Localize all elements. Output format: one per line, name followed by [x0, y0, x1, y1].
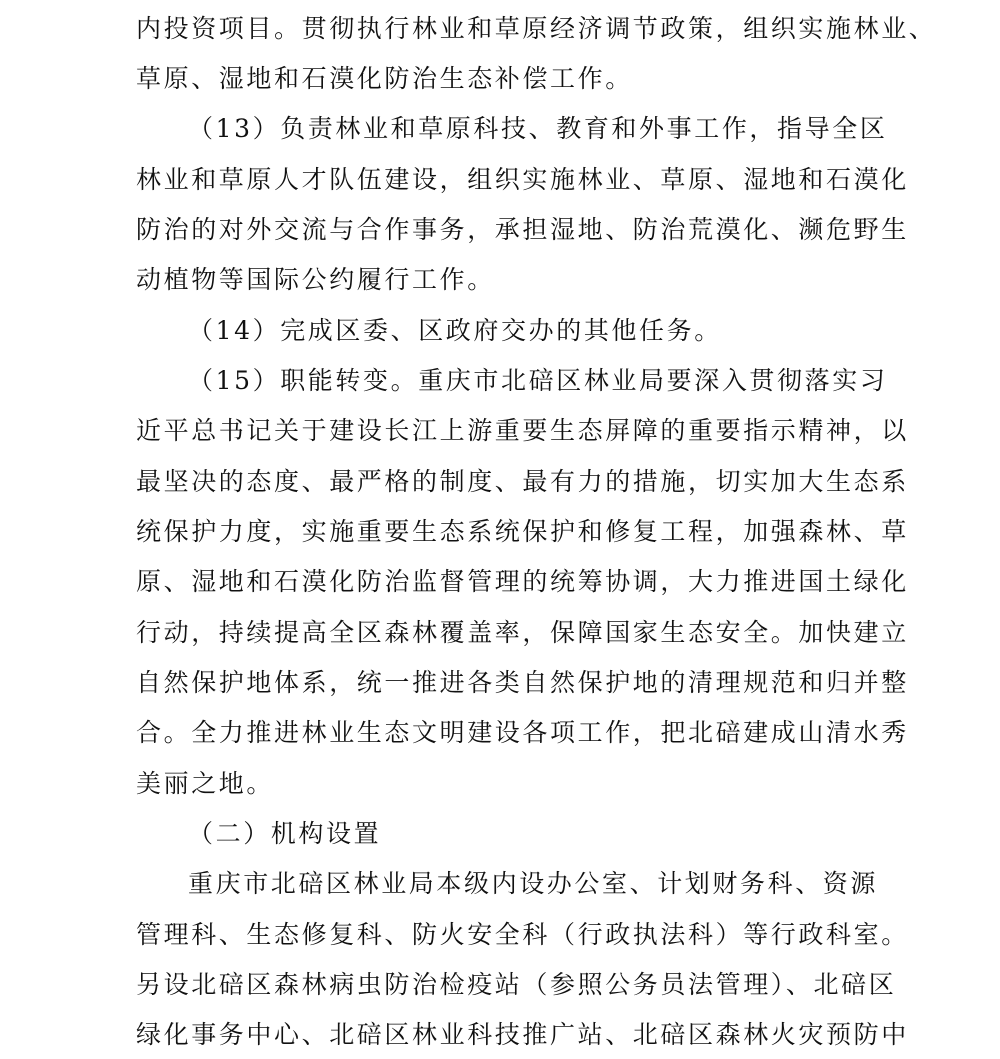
section-heading: （二）机构设置 [188, 819, 382, 848]
text-line: 内投资项目。贯彻执行林业和草原经济调节政策，组织实施林业、 [136, 14, 937, 43]
text-line: 防治的对外交流与合作事务，承担湿地、防治荒漠化、濒危野生 [136, 215, 909, 244]
text-line: 林业和草原人才队伍建设，组织实施林业、草原、湿地和石漠化 [136, 165, 909, 194]
text-line: 近平总书记关于建设长江上游重要生态屏障的重要指示精神，以 [136, 416, 909, 445]
text-line: 自然保护地体系，统一推进各类自然保护地的清理规范和归并整 [136, 668, 909, 697]
text-line: （15）职能转变。重庆市北碚区林业局要深入贯彻落实习 [188, 366, 888, 395]
text-line: 合。全力推进林业生态文明建设各项工作，把北碚建成山清水秀 [136, 718, 909, 747]
text-line: 美丽之地。 [136, 769, 275, 798]
text-line: 最坚决的态度、最严格的制度、最有力的措施，切实加大生态系 [136, 467, 909, 496]
text-line: 统保护力度，实施重要生态系统保护和修复工程，加强森林、草 [136, 517, 909, 546]
text-line: 原、湿地和石漠化防治监督管理的统筹协调，大力推进国土绿化 [136, 567, 909, 596]
text-line: （14）完成区委、区政府交办的其他任务。 [188, 316, 722, 345]
text-line: 管理科、生态修复科、防火安全科（行政执法科）等行政科室。 [136, 920, 909, 949]
text-line: 重庆市北碚区林业局本级内设办公室、计划财务科、资源 [188, 869, 879, 898]
text-line: 另设北碚区森林病虫防治检疫站（参照公务员法管理）、北碚区 [136, 970, 897, 999]
text-line: 行动，持续提高全区森林覆盖率，保障国家生态安全。加快建立 [136, 618, 909, 647]
text-line: （13）负责林业和草原科技、教育和外事工作，指导全区 [188, 114, 888, 143]
text-line: 动植物等国际公约履行工作。 [136, 265, 495, 294]
text-line: 绿化事务中心、北碚区林业科技推广站、北碚区森林火灾预防中 [136, 1020, 909, 1049]
text-line: 草原、湿地和石漠化防治生态补偿工作。 [136, 64, 633, 93]
